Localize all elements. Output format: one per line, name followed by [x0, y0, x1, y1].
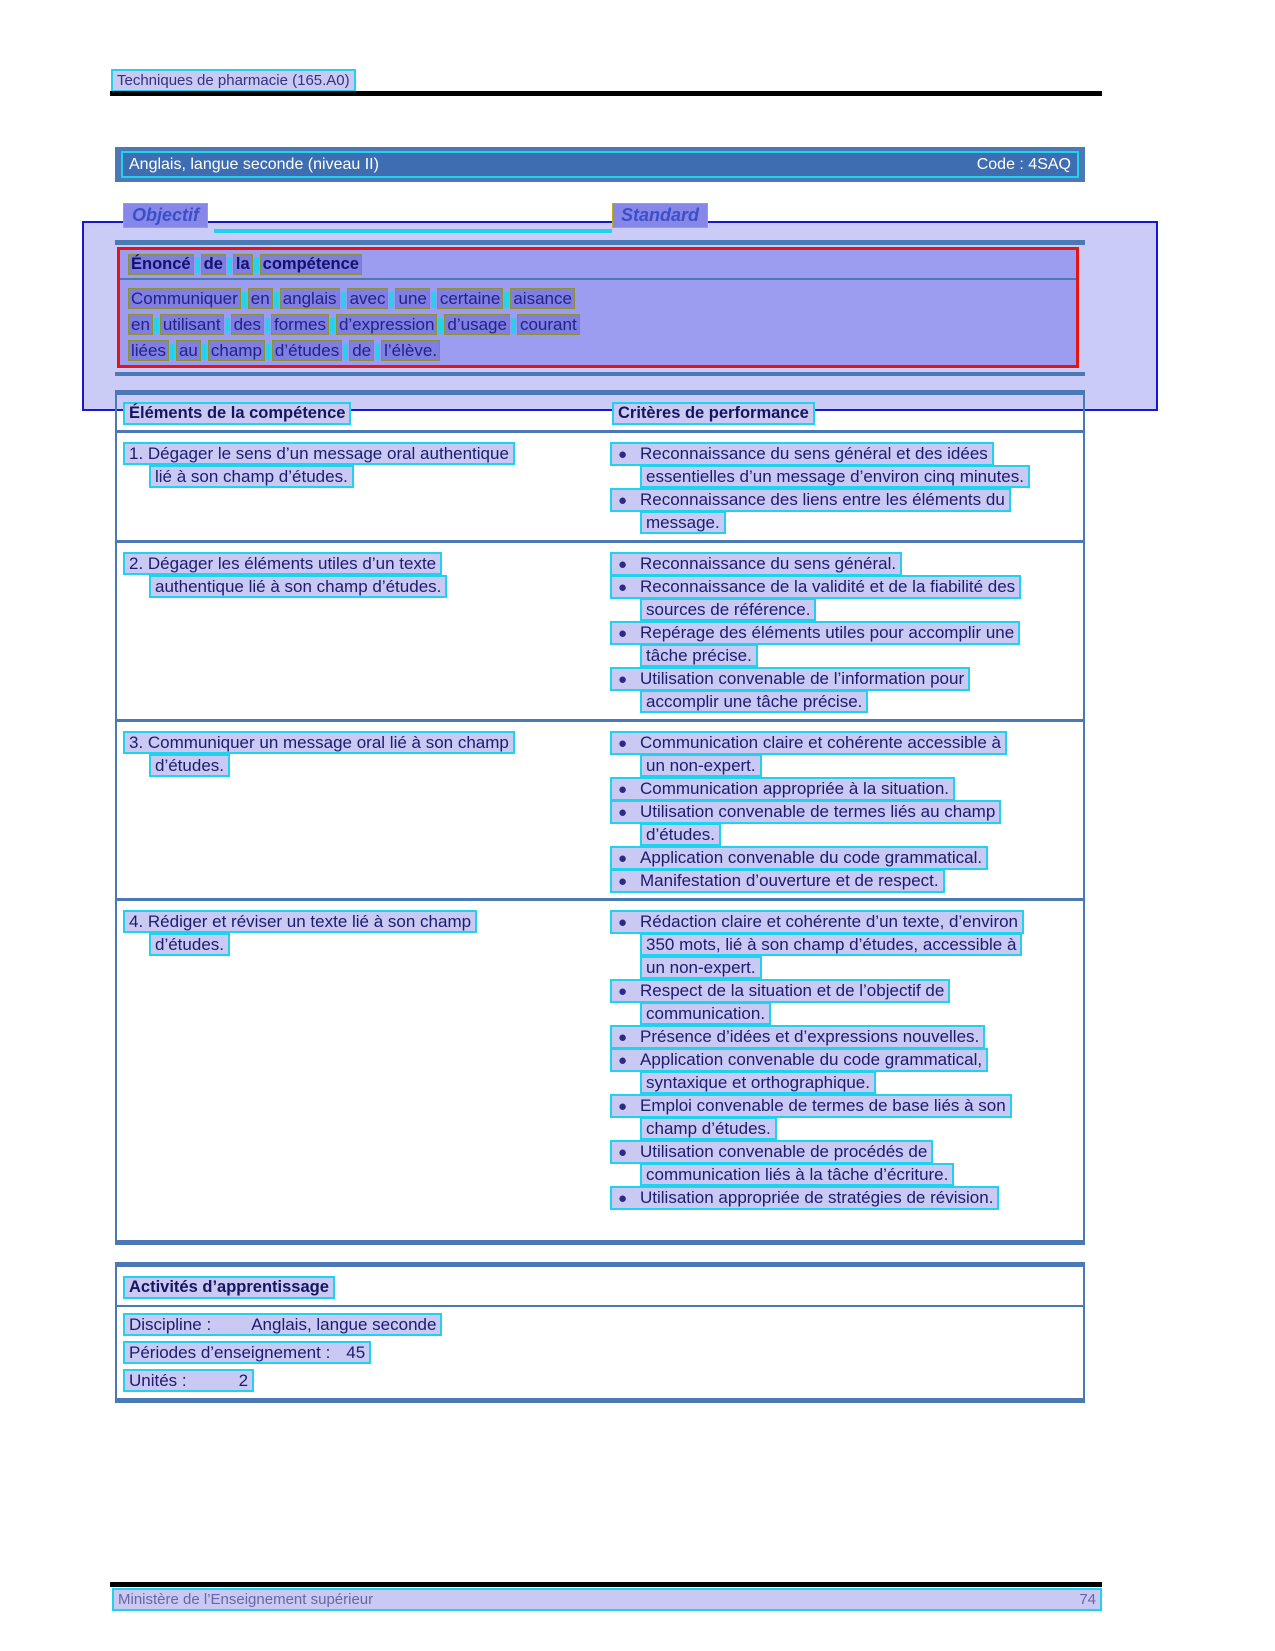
activities-row: [123, 1369, 1083, 1397]
space-highlight: [265, 318, 270, 334]
element-cell: [117, 442, 606, 534]
word-highlight: courant: [517, 314, 580, 335]
objectif-label: Objectif: [123, 203, 208, 228]
enonce-top-rule: [115, 240, 1085, 245]
enonce-bottom-rule: [115, 372, 1085, 376]
bullet-icon: ●: [618, 1190, 628, 1207]
space-highlight: [266, 344, 271, 360]
criterion-line: ● Reconnaissance du sens général.: [610, 552, 902, 576]
space-highlight: [154, 318, 159, 334]
element-text: 1. Dégager le sens d’un message oral authentique: [123, 442, 515, 465]
header-rule: [110, 91, 1102, 96]
bullet-icon: ●: [618, 983, 628, 1000]
standard-label: Standard: [612, 203, 708, 228]
bullet-icon: ●: [618, 1029, 628, 1046]
activities-body: [117, 1307, 1083, 1397]
criterion-line: 350 mots, lié à son champ d’études, accessible à: [640, 933, 1022, 956]
bullet-icon: ●: [618, 446, 628, 463]
element-text: 2. Dégager les éléments utiles d’un texte: [123, 552, 442, 575]
word-highlight: formes: [271, 314, 329, 335]
activity-discipline: Discipline : Anglais, langue seconde: [123, 1313, 442, 1336]
element-text: 3. Communiquer un message oral lié à son champ: [123, 731, 515, 754]
bullet-icon: ●: [618, 850, 628, 867]
criterion-line: ● Communication appropriée à la situation.: [610, 777, 955, 801]
criterion-line: essentielles d’un message d’environ cinq minutes.: [640, 465, 1030, 488]
space-highlight: [202, 344, 207, 360]
space-highlight: [330, 318, 335, 334]
space-highlight: [343, 344, 348, 360]
criterion-line: ● Reconnaissance des liens entre les éléments du: [610, 488, 1011, 512]
space-highlight: [341, 292, 346, 308]
criterion-line: ● Reconnaissance du sens général et des idées: [610, 442, 994, 466]
footer-page-number: 74: [1079, 1591, 1096, 1608]
criterion-line: ● Application convenable du code grammatical,: [610, 1048, 988, 1072]
criterion-line: communication.: [640, 1002, 771, 1025]
criterion-line: accomplir une tâche précise.: [640, 690, 868, 713]
space-highlight: [511, 318, 516, 334]
page-footer: [112, 1588, 1102, 1611]
enonce-body: [120, 280, 1076, 366]
competence-table-header: [117, 395, 1083, 433]
word-highlight: aisance: [510, 288, 575, 309]
criterion-line: ● Communication claire et cohérente accessible à: [610, 731, 1007, 755]
bullet-icon: ●: [618, 671, 628, 688]
header-title: Techniques de pharmacie (165.A0): [111, 69, 356, 92]
table-row: [117, 719, 1083, 898]
space-highlight: [504, 292, 509, 308]
word-highlight: une: [395, 288, 429, 309]
space-highlight: [274, 292, 279, 308]
activities-header-row: [117, 1267, 1083, 1307]
criterion-line: ● Utilisation convenable de procédés de: [610, 1140, 933, 1164]
word-highlight: avec: [347, 288, 389, 309]
criterion-line: ● Présence d’idées et d’expressions nouvelles.: [610, 1025, 985, 1049]
bullet-icon: ●: [618, 781, 628, 798]
bullet-icon: ●: [618, 556, 628, 573]
space-highlight: [254, 257, 259, 273]
word-highlight: compétence: [260, 254, 362, 275]
activities-title: Activités d’apprentissage: [123, 1276, 335, 1299]
table-row: [117, 433, 1083, 540]
space-highlight: [242, 292, 247, 308]
element-text: d’études.: [149, 754, 230, 777]
element-cell: [117, 910, 606, 1262]
course-title: Anglais, langue seconde (niveau II): [129, 155, 379, 173]
criterion-line: message.: [640, 511, 726, 534]
word-highlight: en: [248, 288, 273, 309]
bullet-icon: ●: [618, 579, 628, 596]
criterion-line: ● Rédaction claire et cohérente d’un texte, d’environ: [610, 910, 1024, 934]
criterion-line: ● Application convenable du code grammatical.: [610, 846, 988, 870]
enonce-title: [120, 250, 1076, 280]
criterion-line: ● Utilisation appropriée de stratégies de révision.: [610, 1186, 999, 1210]
criterion-line: communication liés à la tâche d’écriture.: [640, 1163, 954, 1186]
table-row: [117, 540, 1083, 719]
criterion-line: ● Emploi convenable de termes de base liés à son: [610, 1094, 1012, 1118]
criterion-line: un non-expert.: [640, 956, 762, 979]
criterion-line: syntaxique et orthographique.: [640, 1071, 876, 1094]
word-highlight: au: [176, 340, 201, 361]
activity-periodes: Périodes d’enseignement : 45: [123, 1341, 371, 1364]
criterion-line: un non-expert.: [640, 754, 762, 777]
enonce-box: [117, 247, 1079, 368]
objectif-label-wrap: [123, 203, 208, 228]
element-text: authentique lié à son champ d’études.: [149, 575, 447, 598]
word-highlight: de: [201, 254, 226, 275]
word-highlight: utilisant: [160, 314, 224, 335]
word-highlight: la: [233, 254, 253, 275]
enonce-line: [128, 340, 1076, 366]
word-highlight: de: [349, 340, 374, 361]
word-highlight: liées: [128, 340, 169, 361]
space-highlight: [431, 292, 436, 308]
activities-table: [115, 1262, 1085, 1403]
criterion-line: sources de référence.: [640, 598, 816, 621]
criterion-line: ● Utilisation convenable de termes liés au champ: [610, 800, 1001, 824]
element-cell: [117, 552, 606, 713]
activities-row: [123, 1313, 1083, 1341]
bullet-icon: ●: [618, 804, 628, 821]
criterion-line: ● Utilisation convenable de l’information pour: [610, 667, 970, 691]
criteria-cell: [606, 552, 1083, 713]
competence-table: [115, 390, 1085, 1245]
bullet-icon: ●: [618, 492, 628, 509]
element-text: lié à son champ d’études.: [149, 465, 354, 488]
whitespace-highlight-line: [214, 229, 612, 233]
bullet-icon: ●: [618, 1098, 628, 1115]
enonce-line: [128, 288, 1076, 314]
word-highlight: Énoncé: [128, 254, 194, 275]
footer-rule: [110, 1582, 1102, 1587]
word-highlight: champ: [208, 340, 265, 361]
word-highlight: l’élève.: [381, 340, 440, 361]
course-code: Code : 4SAQ: [976, 155, 1071, 173]
word-highlight: d’expression: [336, 314, 437, 335]
space-highlight: [170, 344, 175, 360]
criterion-line: champ d’études.: [640, 1117, 777, 1140]
criteria-cell: [606, 442, 1083, 534]
element-text: 4. Rédiger et réviser un texte lié à son champ: [123, 910, 477, 933]
space-highlight: [438, 318, 443, 334]
criteria-cell: [606, 731, 1083, 892]
footer-ministry: Ministère de l’Enseignement supérieur: [118, 1591, 374, 1608]
page-header: [111, 69, 356, 92]
footer-highlight: [112, 1588, 1102, 1611]
course-banner: [115, 147, 1085, 182]
activity-unites: Unités : 2: [123, 1369, 254, 1392]
space-highlight: [195, 257, 200, 273]
word-highlight: en: [128, 314, 153, 335]
standard-label-wrap: [612, 203, 708, 228]
element-cell: [117, 731, 606, 892]
word-highlight: d’usage: [444, 314, 510, 335]
space-highlight: [375, 344, 380, 360]
activities-row: [123, 1341, 1083, 1369]
criteres-header-cell: [612, 402, 1083, 425]
word-highlight: des: [231, 314, 264, 335]
space-highlight: [389, 292, 394, 308]
word-highlight: Communiquer: [128, 288, 241, 309]
criterion-line: ● Manifestation d’ouverture et de respect.: [610, 869, 945, 893]
bullet-icon: ●: [618, 1052, 628, 1069]
criterion-line: ● Repérage des éléments utiles pour accomplir une: [610, 621, 1020, 645]
bullet-icon: ●: [618, 625, 628, 642]
enonce-line: [128, 314, 1076, 340]
word-highlight: certaine: [437, 288, 503, 309]
space-highlight: [225, 318, 230, 334]
elements-header-cell: [117, 402, 612, 425]
word-highlight: anglais: [280, 288, 340, 309]
space-highlight: [227, 257, 232, 273]
bullet-icon: ●: [618, 1144, 628, 1161]
course-banner-highlight: [121, 151, 1079, 178]
criteres-header: Critères de performance: [612, 402, 815, 425]
word-highlight: d’études: [272, 340, 342, 361]
elements-header: Éléments de la compétence: [123, 402, 351, 425]
bullet-icon: ●: [618, 914, 628, 931]
bullet-icon: ●: [618, 873, 628, 890]
criterion-line: d’études.: [640, 823, 721, 846]
criterion-line: tâche précise.: [640, 644, 758, 667]
criterion-line: ● Reconnaissance de la validité et de la fiabilité des: [610, 575, 1021, 599]
bullet-icon: ●: [618, 735, 628, 752]
table-row: [117, 898, 1083, 1268]
criteria-cell: [606, 910, 1083, 1262]
criterion-line: ● Respect de la situation et de l’objectif de: [610, 979, 950, 1003]
element-text: d’études.: [149, 933, 230, 956]
